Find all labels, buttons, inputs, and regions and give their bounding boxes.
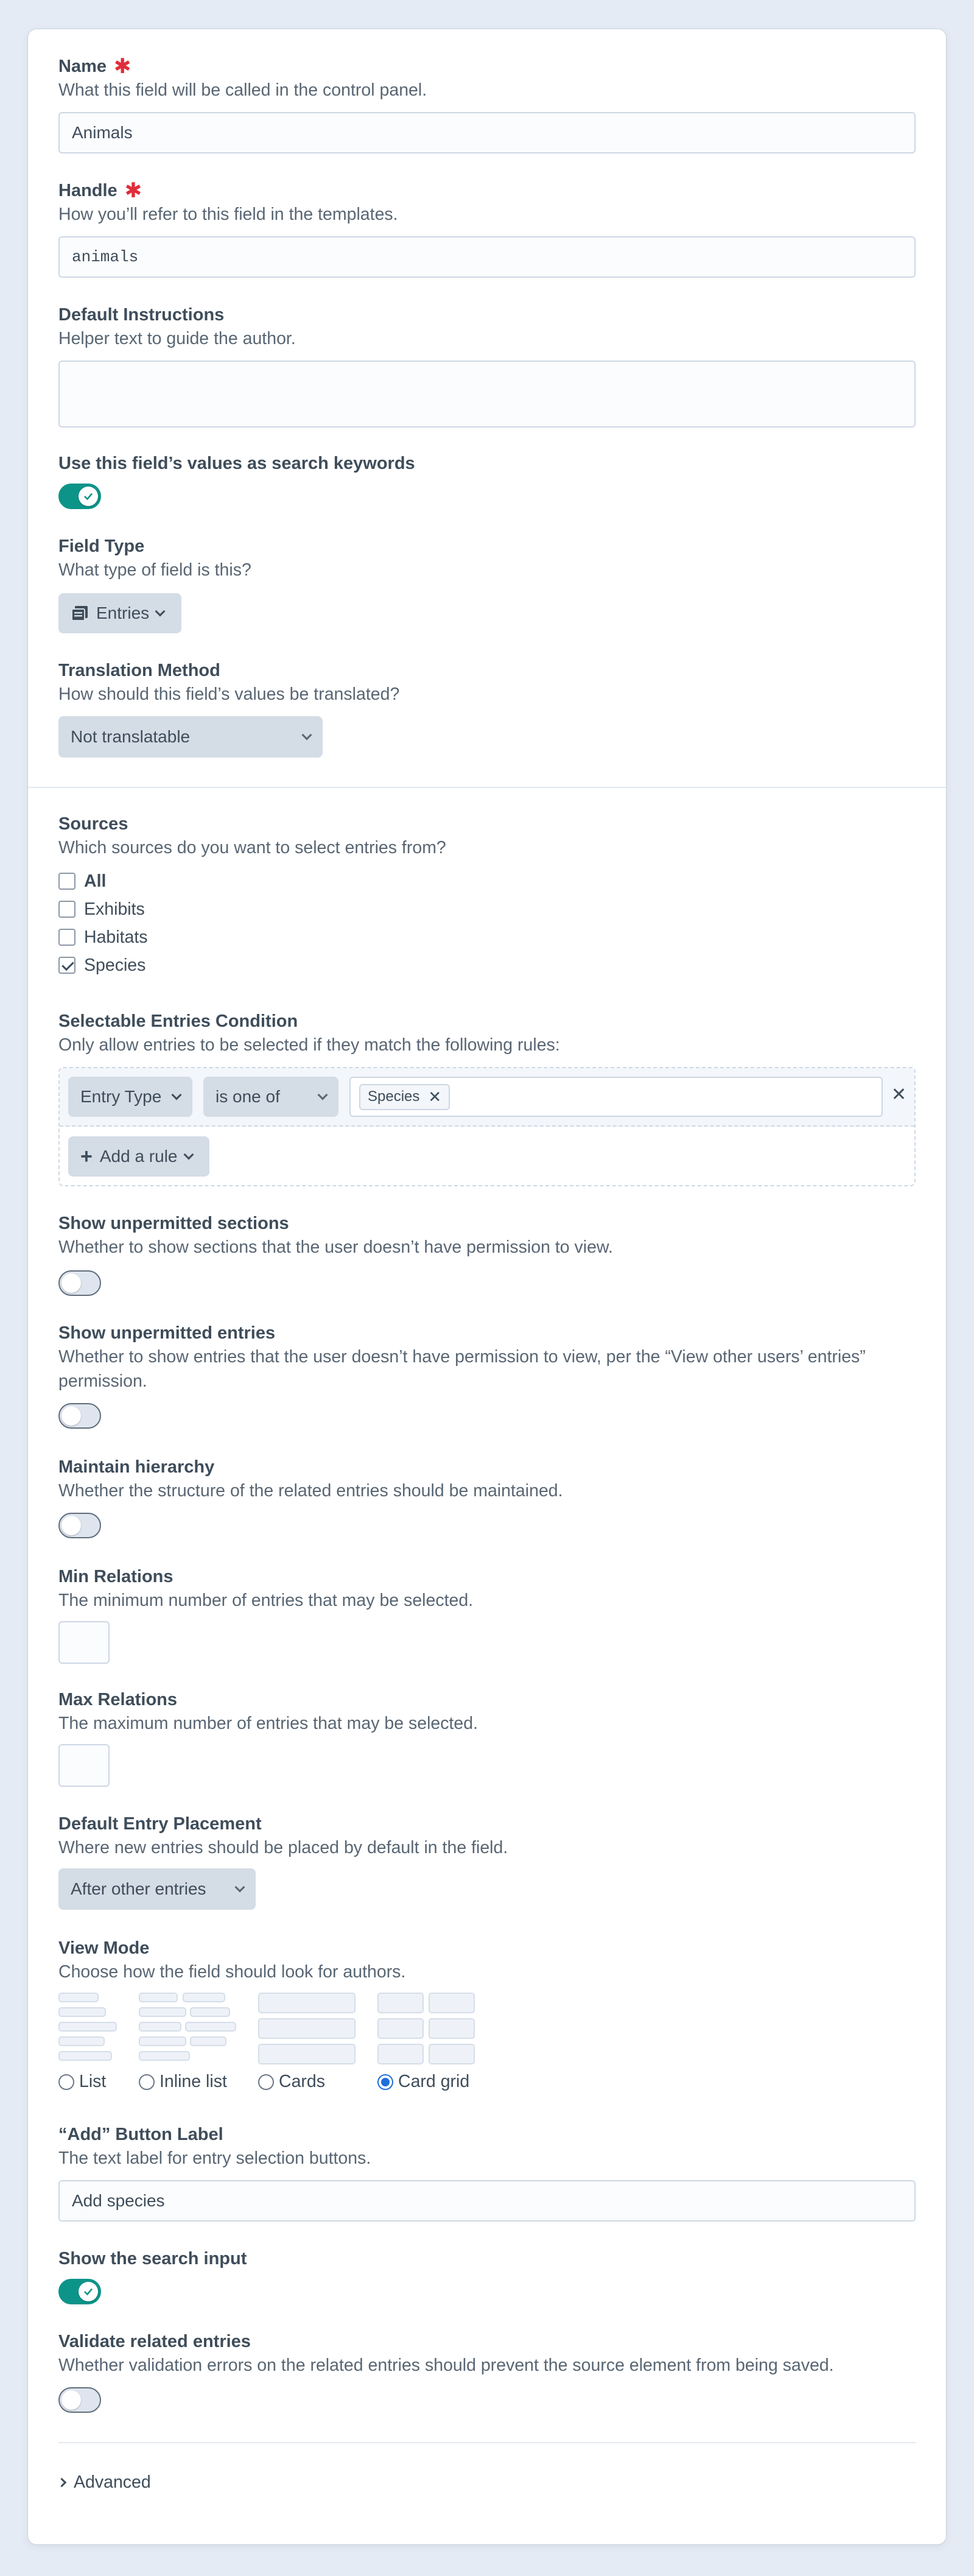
thumbnail-line — [139, 2036, 186, 2046]
min-relations-label: Min Relations — [58, 1566, 173, 1586]
entries-icon — [71, 605, 89, 622]
maintain-hierarchy-toggle[interactable] — [58, 1513, 101, 1538]
thumbnail-line — [190, 2007, 230, 2017]
remove-tag-icon[interactable]: ✕ — [428, 1087, 442, 1106]
field-type-label: Field Type — [58, 536, 145, 556]
translation-method-select[interactable]: Not translatable — [58, 716, 323, 758]
default-placement-select[interactable]: After other entries — [58, 1868, 256, 1910]
search-keywords-toggle[interactable] — [58, 484, 101, 509]
checkbox-checked[interactable] — [58, 957, 75, 974]
default-placement-label: Default Entry Placement — [58, 1814, 262, 1834]
view-mode-card-grid-thumbnail[interactable] — [377, 1993, 481, 2066]
thumbnail-card — [429, 2018, 475, 2039]
max-relations-label: Max Relations — [58, 1689, 177, 1709]
show-search-field — [58, 2247, 916, 2270]
advanced-toggle[interactable]: Advanced — [58, 2472, 151, 2493]
add-button-label-input[interactable]: Add species — [58, 2180, 916, 2222]
chevron-down-icon — [183, 1150, 194, 1160]
min-relations-instructions: The minimum number of entries that may be selected. — [58, 1591, 474, 1610]
view-mode-label: View Mode — [58, 1938, 150, 1958]
thumbnail-line — [58, 2036, 105, 2046]
chevron-down-icon — [318, 1090, 328, 1100]
min-relations-field — [58, 1565, 916, 1613]
view-mode-option-card-grid[interactable]: Card grid — [377, 2072, 469, 2092]
checkbox[interactable] — [58, 901, 75, 918]
source-option-all[interactable]: All — [58, 867, 148, 895]
thumbnail-line — [185, 2022, 236, 2032]
thumbnail-line — [139, 1993, 178, 2002]
thumbnail-line — [58, 1993, 99, 2002]
thumbnail-line — [58, 2022, 117, 2032]
toggle-knob — [61, 1516, 81, 1535]
field-settings-card — [28, 29, 946, 2544]
thumbnail-card — [377, 2044, 424, 2064]
selectable-condition-label: Selectable Entries Condition — [58, 1011, 298, 1031]
rule-value-tag: Species ✕ — [359, 1084, 450, 1110]
condition-builder — [58, 1067, 916, 1186]
plus-icon: + — [80, 1145, 93, 1168]
rule-attribute-select[interactable]: Entry Type — [68, 1077, 192, 1117]
default-instructions-field — [58, 303, 916, 351]
name-field — [58, 55, 916, 142]
thumbnail-line — [58, 2051, 112, 2061]
checkbox[interactable] — [58, 873, 75, 890]
thumbnail-card — [377, 1993, 424, 2013]
source-option-species[interactable]: Species — [58, 951, 148, 979]
show-unpermitted-sections-label: Show unpermitted sections — [58, 1213, 289, 1233]
validate-related-toggle[interactable] — [58, 2387, 101, 2413]
sources-checkbox-list — [58, 867, 148, 979]
rule-operator-select[interactable]: is one of — [203, 1077, 338, 1117]
toggle-knob — [61, 2390, 81, 2410]
sources-field — [58, 812, 916, 975]
validate-related-instructions: Whether validation errors on the related entries should prevent the source element from being saved. — [58, 2356, 834, 2375]
translation-method-field — [58, 659, 916, 746]
thumbnail-card — [377, 2018, 424, 2039]
add-button-label-field — [58, 2123, 916, 2210]
show-unpermitted-sections-instructions: Whether to show sections that the user doesn’t have permission to view. — [58, 1237, 613, 1257]
field-type-field — [58, 535, 916, 622]
toggle-knob — [61, 1273, 81, 1293]
handle-field — [58, 179, 916, 266]
default-instructions-label: Default Instructions — [58, 304, 225, 325]
maintain-hierarchy-label: Maintain hierarchy — [58, 1457, 215, 1477]
add-rule-button[interactable]: + Add a rule — [68, 1136, 209, 1177]
view-mode-list-thumbnail[interactable] — [58, 1993, 119, 2066]
min-relations-input[interactable] — [58, 1621, 110, 1664]
handle-input[interactable]: animals — [58, 236, 916, 278]
thumbnail-card — [429, 1993, 475, 2013]
maintain-hierarchy-field — [58, 1455, 916, 1503]
field-type-instructions: What type of field is this? — [58, 560, 251, 580]
show-search-toggle[interactable] — [58, 2279, 101, 2304]
chevron-down-icon — [172, 1090, 182, 1100]
search-keywords-field — [58, 452, 916, 475]
default-instructions-textarea[interactable] — [58, 361, 916, 428]
show-unpermitted-entries-instructions: Whether to show entries that the user doesn’t have permission to view, per the “View other users’ entries” — [58, 1347, 866, 1367]
radio-button[interactable] — [58, 2074, 74, 2090]
show-search-label: Show the search input — [58, 2248, 247, 2268]
show-unpermitted-entries-field — [58, 1321, 916, 1393]
radio-button[interactable] — [258, 2074, 274, 2090]
advanced-divider — [58, 2442, 916, 2443]
rule-value-input[interactable] — [349, 1077, 883, 1117]
toggle-knob — [61, 1406, 81, 1426]
toggle-knob — [79, 487, 98, 506]
view-mode-cards-thumbnail[interactable] — [258, 1993, 362, 2066]
selectable-condition-field — [58, 1010, 916, 1168]
radio-button[interactable] — [139, 2074, 155, 2090]
thumbnail-card — [429, 2044, 475, 2064]
default-placement-instructions: Where new entries should be placed by default in the field. — [58, 1838, 508, 1857]
add-button-label-label: “Add” Button Label — [58, 2124, 223, 2144]
thumbnail-line — [58, 2007, 106, 2017]
check-icon — [83, 491, 94, 502]
source-option-habitats[interactable]: Habitats — [58, 923, 148, 951]
handle-label: Handle ✱ — [58, 179, 142, 202]
section-divider — [28, 787, 946, 788]
view-mode-inline-list-thumbnail[interactable] — [139, 1993, 242, 2066]
validate-related-label: Validate related entries — [58, 2331, 251, 2351]
default-placement-field — [58, 1812, 916, 1898]
thumbnail-line — [139, 2022, 181, 2032]
add-button-label-instructions: The text label for entry selection buttons. — [58, 2148, 371, 2168]
view-mode-option-list[interactable]: List — [58, 2072, 106, 2092]
show-unpermitted-entries-toggle[interactable] — [58, 1403, 101, 1429]
thumbnail-card — [258, 1993, 356, 2013]
view-mode-instructions: Choose how the field should look for authors. — [58, 1962, 406, 1982]
view-mode-option-cards[interactable]: Cards — [258, 2072, 325, 2092]
condition-rule-row — [60, 1068, 914, 1127]
thumbnail-line — [139, 2007, 186, 2017]
name-input[interactable]: Animals — [58, 112, 916, 153]
show-unpermitted-entries-instructions-cont: permission. — [58, 1371, 147, 1391]
sources-label: Sources — [58, 814, 128, 834]
maintain-hierarchy-instructions: Whether the structure of the related entries should be maintained. — [58, 1481, 563, 1501]
translation-method-instructions: How should this field’s values be translated? — [58, 684, 400, 704]
show-unpermitted-sections-toggle[interactable] — [58, 1270, 101, 1296]
thumbnail-card — [258, 2018, 356, 2039]
default-instructions-help: Helper text to guide the author. — [58, 329, 296, 348]
remove-rule-icon[interactable]: ✕ — [891, 1085, 907, 1105]
thumbnail-card — [258, 2044, 356, 2064]
required-asterisk-icon: ✱ — [114, 55, 131, 78]
view-mode-field — [58, 1937, 916, 2091]
show-unpermitted-entries-label: Show unpermitted entries — [58, 1323, 276, 1343]
chevron-right-icon — [57, 2478, 67, 2488]
chevron-down-icon — [235, 1882, 245, 1893]
required-asterisk-icon: ✱ — [124, 179, 142, 202]
search-keywords-label: Use this field’s values as search keywords — [58, 453, 415, 473]
max-relations-field — [58, 1688, 916, 1736]
field-type-select[interactable]: Entries — [58, 593, 181, 633]
name-instructions: What this field will be called in the control panel. — [58, 80, 427, 100]
thumbnail-line — [190, 2036, 226, 2046]
thumbnail-line — [183, 1993, 225, 2002]
view-mode-option-inline-list[interactable]: Inline list — [139, 2072, 227, 2092]
toggle-knob — [79, 2282, 98, 2301]
max-relations-instructions: The maximum number of entries that may be selected. — [58, 1714, 478, 1733]
translation-method-label: Translation Method — [58, 660, 220, 680]
handle-instructions: How you’ll refer to this field in the templates. — [58, 205, 398, 224]
max-relations-input[interactable] — [58, 1744, 110, 1787]
chevron-down-icon — [302, 730, 312, 741]
show-unpermitted-sections-field — [58, 1212, 916, 1259]
name-label: Name ✱ — [58, 55, 131, 78]
thumbnail-line — [139, 2051, 190, 2061]
source-option-exhibits[interactable]: Exhibits — [58, 895, 148, 923]
sources-instructions: Which sources do you want to select entries from? — [58, 838, 446, 857]
check-icon — [83, 2286, 94, 2297]
selectable-condition-instructions: Only allow entries to be selected if they match the following rules: — [58, 1035, 560, 1055]
radio-button-checked[interactable] — [377, 2074, 393, 2090]
validate-related-field — [58, 2330, 916, 2377]
chevron-down-icon — [155, 607, 166, 617]
checkbox[interactable] — [58, 929, 75, 946]
